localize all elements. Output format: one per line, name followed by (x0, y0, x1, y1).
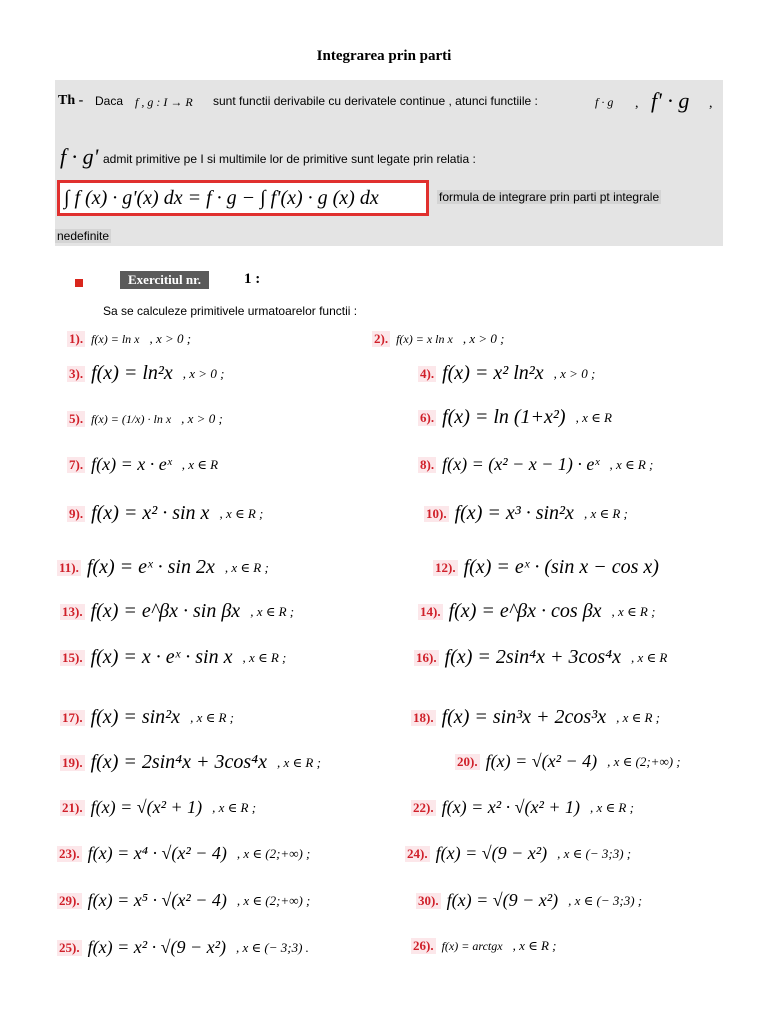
theorem-text-3: nedefinite (57, 229, 110, 243)
exercise-item-26 (411, 937, 556, 955)
item-label: 21). (62, 799, 83, 815)
item-function: f(x) = x · eˣ (91, 454, 172, 474)
item-label: 8). (420, 456, 435, 472)
theorem-block (55, 80, 723, 246)
item-domain: , x > 0 ; (462, 331, 505, 347)
item-domain: , x ∈ R ; (611, 603, 656, 619)
item-function: f(x) = ln (1+x²) (442, 406, 566, 428)
item-domain: , x > 0 ; (181, 411, 223, 427)
exercise-item-24 (405, 843, 631, 864)
item-label: 25). (59, 939, 80, 955)
item-label: 30). (418, 892, 439, 908)
item-function: f(x) = √(x² + 1) (90, 797, 203, 817)
item-domain: , x ∈ R (631, 649, 668, 665)
item-function: f(x) = eˣ · sin 2x (86, 556, 215, 578)
item-label: 29). (59, 892, 80, 908)
exercise-item-2 (372, 330, 504, 348)
item-function: f(x) = x³ · sin²x (454, 502, 574, 524)
separator: , (709, 96, 713, 111)
item-domain: , x ∈ (− 3;3) ; (568, 892, 643, 908)
item-domain: , x ∈ (2;+∞) ; (236, 892, 311, 908)
item-function: f(x) = x⁴ · √(x² − 4) (87, 843, 227, 863)
product-f-gprime: f · g' (60, 144, 99, 169)
item-domain: , x ∈ R ; (583, 505, 628, 521)
exercise-item-8 (418, 454, 653, 475)
product-fprime-g: f' · g (651, 88, 690, 113)
item-label: 13). (62, 603, 83, 619)
theorem-text-2: admit primitive pe I si multimile lor de primitive sunt legate prin relatia : (103, 152, 476, 166)
item-function: f(x) = 2sin⁴x + 3cos⁴x (90, 751, 267, 773)
item-label: 2). (374, 331, 389, 347)
item-label: 14). (420, 603, 441, 619)
item-domain: , x ∈ R ; (609, 456, 654, 472)
item-function: f(x) = √(9 − x²) (435, 843, 548, 863)
exercise-item-4 (418, 362, 595, 385)
exercise-item-20 (455, 751, 681, 772)
item-function: f(x) = sin²x (90, 706, 181, 728)
exercise-item-25 (57, 937, 309, 958)
exercise-item-22 (411, 797, 634, 818)
exercise-header: Exercitiul nr. (120, 271, 209, 289)
item-domain: , x > 0 ; (553, 365, 596, 381)
item-function: f(x) = e^βx · cos βx (448, 600, 602, 622)
item-domain: , x ∈ R ; (512, 938, 557, 954)
item-function: f(x) = x⁵ · √(x² − 4) (87, 890, 227, 910)
theorem-text-1: sunt functii derivabile cu derivatele continue , atunci functiile : (213, 94, 538, 108)
exercise-item-14 (418, 600, 655, 623)
item-function: f(x) = x² · √(x² + 1) (441, 797, 581, 817)
item-function: f(x) = sin³x + 2cos³x (441, 706, 607, 728)
item-label: 16). (416, 649, 437, 665)
item-domain: , x ∈ R ; (219, 505, 264, 521)
item-function: f(x) = x ln x (396, 331, 453, 346)
item-label: 9). (69, 505, 84, 521)
item-domain: , x ∈ (2;+∞) ; (607, 753, 681, 769)
exercise-item-11 (57, 556, 269, 579)
item-function: f(x) = (1/x) · ln x (91, 411, 172, 426)
product-fg: f · g (595, 95, 614, 109)
item-function: f(x) = x · eˣ · sin x (90, 646, 233, 668)
exercise-item-9 (67, 502, 263, 525)
item-function: f(x) = √(9 − x²) (446, 890, 559, 910)
item-function: f(x) = e^βx · sin βx (90, 600, 241, 622)
item-label: 18). (413, 709, 434, 725)
item-domain: , x ∈ R (575, 409, 612, 425)
item-function: f(x) = arctgx (441, 938, 503, 953)
exercise-item-17 (60, 706, 234, 729)
exercise-number: 1 : (244, 271, 261, 287)
item-function: f(x) = ln x (91, 331, 140, 346)
exercise-item-7 (67, 454, 218, 475)
item-label: 3). (69, 365, 84, 381)
item-function: f(x) = x² · √(9 − x²) (87, 937, 227, 957)
item-function: f(x) = 2sin⁴x + 3cos⁴x (444, 646, 621, 668)
item-domain: , x ∈ R ; (590, 799, 634, 815)
exercise-item-23 (57, 843, 310, 864)
item-function: f(x) = eˣ · (sin x − cos x) (463, 556, 659, 578)
item-domain: , x > 0 ; (149, 331, 192, 347)
theorem-daca: Daca (95, 94, 124, 108)
exercise-item-12 (433, 556, 669, 579)
item-function: f(x) = ln²x (91, 362, 173, 384)
exercise-item-13 (60, 600, 294, 623)
function-map: f , g : I → R (135, 95, 193, 109)
item-label: 23). (59, 845, 80, 861)
exercise-item-29 (57, 890, 310, 911)
item-domain: , x ∈ R (181, 456, 219, 472)
item-function: f(x) = x² · sin x (91, 502, 210, 524)
page-title: Integrarea prin parti (316, 48, 452, 64)
exercise-subtitle: Sa se calculeze primitivele urmatoarelor functii : (103, 304, 358, 318)
separator: , (635, 96, 639, 111)
item-label: 6). (420, 409, 435, 425)
item-label: 26). (413, 938, 434, 954)
item-label: 5). (69, 411, 84, 427)
item-label: 1). (69, 331, 84, 347)
bullet-icon (75, 279, 83, 287)
formula-note: formula de integrare prin parti pt integrale (439, 190, 660, 204)
exercise-item-1 (67, 330, 191, 348)
item-function: f(x) = √(x² − 4) (485, 751, 598, 771)
item-label: 7). (69, 456, 84, 472)
item-label: 24). (407, 845, 428, 861)
item-domain: , x ∈ R ; (616, 709, 661, 725)
item-domain: , x ∈ R ; (224, 559, 269, 575)
item-label: 19). (62, 754, 83, 770)
exercise-item-15 (60, 646, 286, 669)
exercise-item-3 (67, 362, 224, 385)
item-domain: , x ∈ R ; (212, 799, 257, 815)
theorem-label: Th - (58, 93, 84, 108)
exercise-item-21 (60, 797, 256, 818)
item-function: f(x) = x² ln²x (442, 362, 544, 384)
exercise-item-16 (414, 646, 667, 669)
item-label: 4). (420, 365, 435, 381)
exercise-item-10 (424, 502, 628, 525)
item-label: 11). (59, 559, 79, 575)
exercise-item-19 (60, 751, 321, 774)
exercise-item-6 (418, 406, 612, 429)
item-label: 10). (426, 505, 447, 521)
integration-by-parts-formula: ∫ f (x) · g'(x) dx = f · g − ∫ f'(x) · g (x) dx (57, 180, 429, 216)
item-domain: , x ∈ (2;+∞) ; (236, 845, 311, 861)
item-domain: , x ∈ (− 3;3) . (236, 939, 309, 955)
exercise-item-30 (416, 890, 642, 911)
item-domain: , x ∈ R ; (250, 603, 295, 619)
item-domain: , x ∈ R ; (190, 709, 234, 725)
item-domain: , x ∈ (− 3;3) ; (557, 845, 632, 861)
item-domain: , x ∈ R ; (242, 649, 287, 665)
exercise-item-18 (411, 706, 660, 729)
item-label: 20). (457, 753, 478, 769)
item-domain: , x > 0 ; (182, 365, 225, 381)
item-label: 15). (62, 649, 83, 665)
item-domain: , x ∈ R ; (277, 754, 321, 770)
item-function: f(x) = (x² − x − 1) · eˣ (442, 454, 600, 474)
item-label: 22). (413, 799, 434, 815)
exercise-item-5 (67, 410, 223, 428)
item-label: 12). (435, 559, 456, 575)
item-label: 17). (62, 709, 83, 725)
